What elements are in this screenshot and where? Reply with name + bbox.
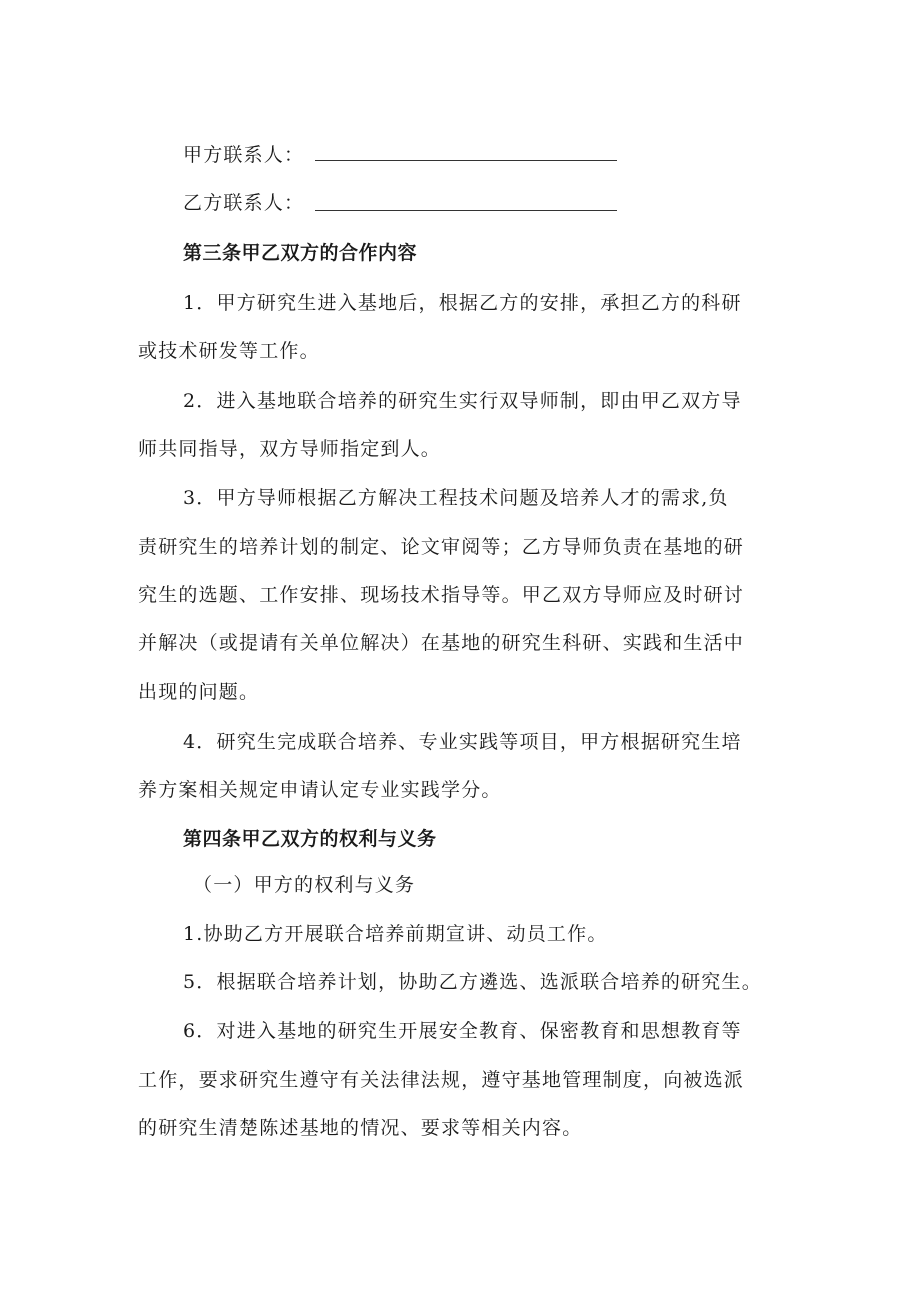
article-3-item-4-line-1: 4．研究生完成联合培养、专业实践等项目，甲方根据研究生培 [183, 731, 742, 753]
party-b-contact-line [183, 190, 304, 216]
article-4-item-6-line-2: 工作，要求研究生遵守有关法律法规，遵守基地管理制度，向被选派 [138, 1069, 745, 1091]
article-4-item-5: 5．根据联合培养计划，协助乙方遴选、选派联合培养的研究生。 [183, 971, 762, 993]
party-a-contact-blank [315, 160, 617, 161]
article-3-item-3-line-5: 出现的问题。 [138, 681, 260, 703]
article-3-item-4-line-2: 养方案相关规定申请认定专业实践学分。 [138, 779, 502, 801]
article-4-item-6-line-3: 的研究生清楚陈述基地的情况、要求等相关内容。 [138, 1117, 583, 1139]
article-3-item-3-line-1: 3．甲方导师根据乙方解决工程技术问题及培养人才的需求,负 [183, 487, 729, 509]
article-4-item-6-line-1: 6．对进入基地的研究生开展安全教育、保密教育和思想教育等 [183, 1020, 742, 1042]
party-a-contact-line [183, 142, 304, 168]
party-b-contact-blank [315, 210, 617, 211]
article-4-section-1-title: （一）甲方的权利与义务 [193, 874, 416, 896]
article-3-item-2-line-2: 师共同指导，双方导师指定到人。 [138, 438, 442, 460]
party-a-contact-label: 甲方联系人： [183, 144, 305, 166]
article-4-title: 第四条甲乙双方的权利与义务 [183, 828, 437, 850]
article-4-item-1: 1.协助乙方开展联合培养前期宣讲、动员工作。 [183, 923, 608, 945]
party-b-contact-label: 乙方联系人： [183, 192, 305, 214]
article-3-title: 第三条甲乙双方的合作内容 [183, 242, 418, 264]
article-3-item-1-line-2: 或技术研发等工作。 [138, 340, 320, 362]
article-3-item-1-line-1: 1．甲方研究生进入基地后，根据乙方的安排，承担乙方的科研 [183, 292, 742, 314]
article-3-item-2-line-1: 2．进入基地联合培养的研究生实行双导师制，即由甲乙双方导 [183, 390, 742, 412]
article-3-item-3-line-3: 究生的选题、工作安排、现场技术指导等。甲乙双方导师应及时研讨 [138, 584, 745, 606]
article-3-item-3-line-4: 并解决（或提请有关单位解决）在基地的研究生科研、实践和生活中 [138, 632, 745, 654]
article-3-item-3-line-2: 责研究生的培养计划的制定、论文审阅等；乙方导师负责在基地的研 [138, 536, 745, 558]
